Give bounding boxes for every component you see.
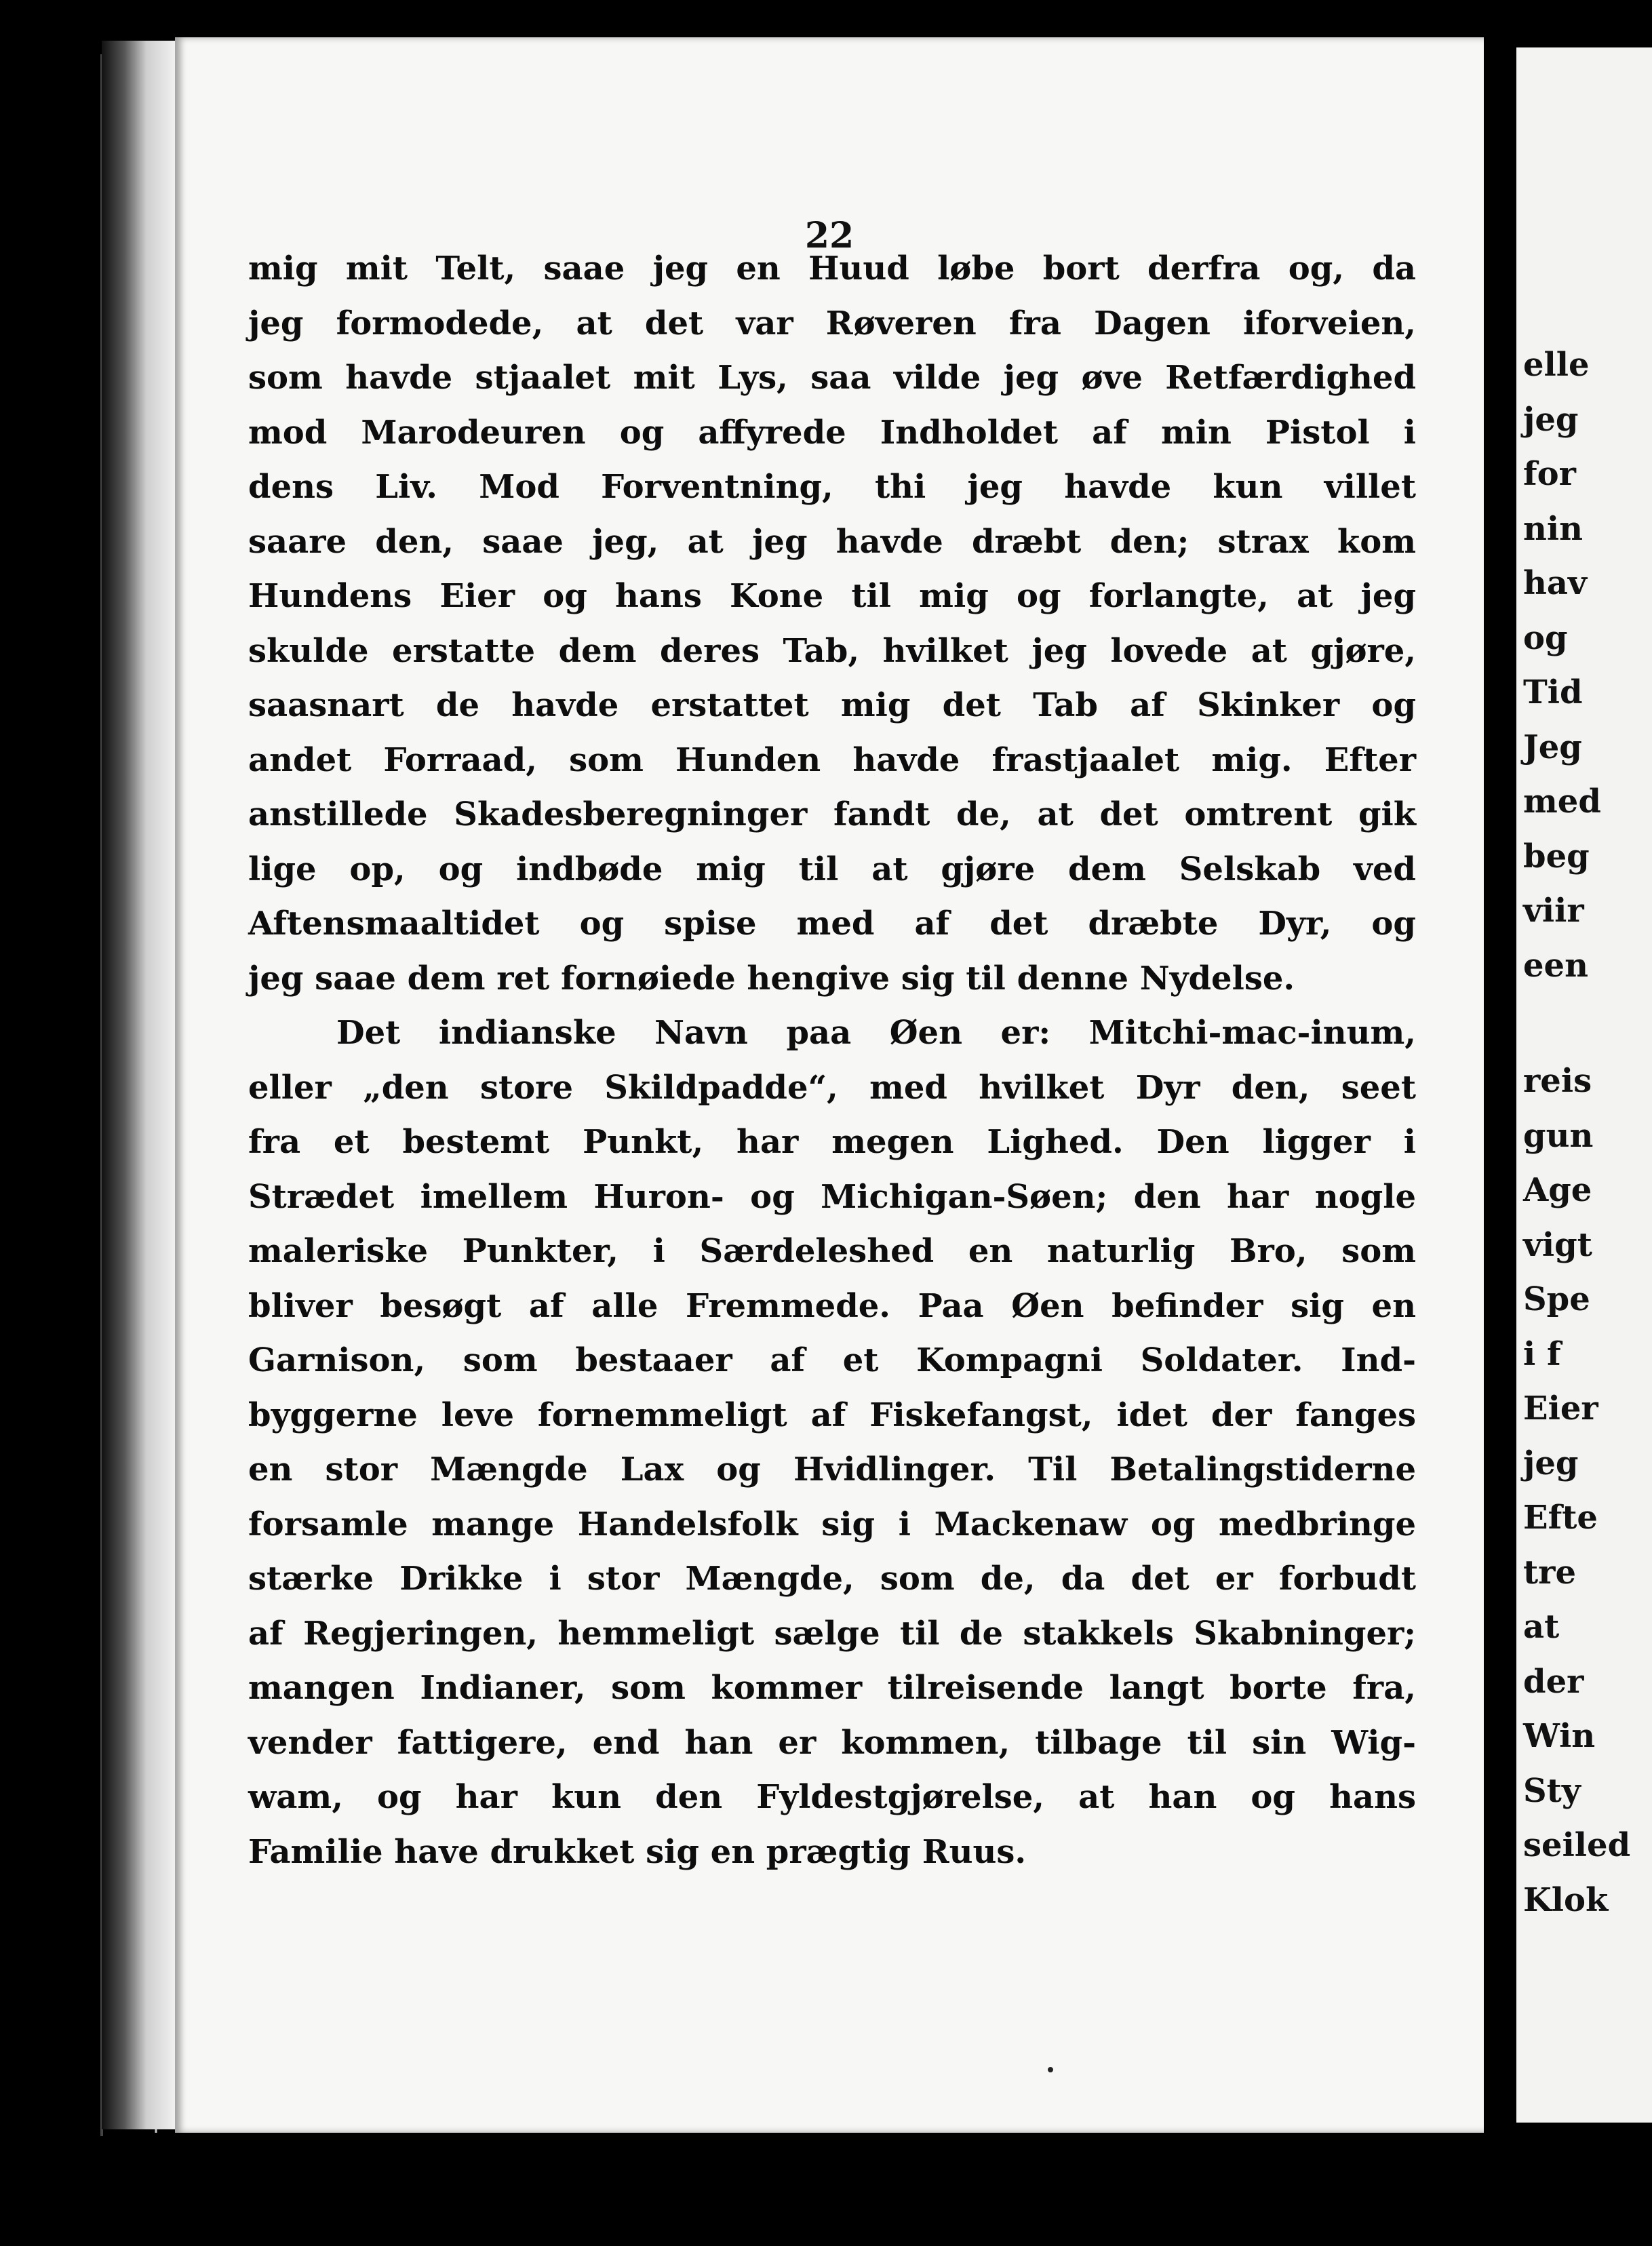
adjacent-page-fragment: Efte — [1523, 1499, 1598, 1537]
text-line: fra et bestemt Punkt, har megen Lighed. Den ligger i — [248, 1123, 1416, 1161]
adjacent-page-fragment: der — [1523, 1662, 1584, 1701]
text-line: af Regjeringen, hemmeligt sælge til de stakkels Skabninger; — [248, 1614, 1416, 1653]
adjacent-page-fragment: og — [1523, 618, 1568, 657]
text-line: wam, og har kun den Fyldestgjørelse, at han og hans — [248, 1778, 1416, 1816]
adjacent-page-fragment: beg — [1523, 837, 1590, 875]
printing-speck — [1048, 2067, 1053, 2072]
book-gutter-edge — [102, 41, 176, 2129]
adjacent-page-fragment: Spe — [1523, 1280, 1590, 1318]
text-line: andet Forraad, som Hunden havde frastjaalet mig. Efter — [248, 741, 1416, 779]
text-line: mangen Indianer, som kommer tilreisende langt borte fra, — [248, 1669, 1416, 1707]
text-line: lige op, og indbøde mig til at gjøre dem Selskab ved — [248, 850, 1416, 888]
text-line: Hundens Eier og hans Kone til mig og forlangte, at jeg — [248, 577, 1416, 615]
text-line: stærke Drikke i stor Mængde, som de, da det er forbudt — [248, 1560, 1416, 1598]
text-line: Det indianske Navn paa Øen er: Mitchi-mac-inum, — [336, 1014, 1416, 1052]
adjacent-page-fragment: nin — [1523, 509, 1584, 548]
adjacent-page-fragment: elle — [1523, 346, 1590, 384]
text-line: som havde stjaalet mit Lys, saa vilde jeg øve Retfærdighed — [248, 359, 1416, 397]
text-line: saare den, saae jeg, at jeg havde dræbt den; strax kom — [248, 522, 1416, 561]
text-line: mig mit Telt, saae jeg en Huud løbe bort derfra og, da — [248, 250, 1416, 288]
adjacent-page-fragment: seiled — [1523, 1826, 1631, 1864]
adjacent-page-fragment: een — [1523, 946, 1588, 985]
adjacent-page-fragment: Eier — [1523, 1390, 1598, 1427]
text-line: byggerne leve fornemmeligt af Fiskefangst, idet der fanges — [248, 1396, 1416, 1434]
adjacent-page-edge — [1516, 47, 1652, 2123]
text-line: dens Liv. Mod Forventning, thi jeg havde kun villet — [248, 468, 1416, 506]
text-line: Strædet imellem Huron- og Michigan-Søen; den har nogle — [248, 1177, 1416, 1216]
text-line: Aftensmaaltidet og spise med af det dræbte Dyr, og — [248, 905, 1416, 943]
text-line: jeg formodede, at det var Røveren fra Dagen iforveien, — [248, 304, 1416, 342]
adjacent-page-fragment: gun — [1523, 1116, 1594, 1155]
text-line: jeg saae dem ret fornøiede hengive sig til denne Nydelse. — [248, 959, 1295, 998]
text-line: skulde erstatte dem deres Tab, hvilket jeg lovede at gjøre, — [248, 631, 1416, 670]
adjacent-page-fragment: at — [1523, 1608, 1560, 1646]
adjacent-page-fragment: jeg — [1523, 400, 1579, 439]
adjacent-page-fragment: tre — [1523, 1553, 1576, 1592]
text-line: vender fattigere, end han er kommen, tilbage til sin Wig- — [248, 1723, 1416, 1762]
adjacent-page-fragment: i f — [1523, 1335, 1561, 1373]
text-line: eller „den store Skildpadde“, med hvilket Dyr den, seet — [248, 1068, 1416, 1107]
text-line: forsamle mange Handelsfolk sig i Mackenaw og medbringe — [248, 1505, 1416, 1543]
adjacent-page-fragment: reis — [1523, 1062, 1592, 1100]
text-line: bliver besøgt af alle Fremmede. Paa Øen befinder sig en — [248, 1286, 1416, 1325]
adjacent-page-fragment: med — [1523, 783, 1601, 821]
adjacent-page-fragment: Tid — [1523, 673, 1583, 711]
adjacent-page-fragment: viir — [1523, 892, 1584, 930]
adjacent-page-fragment: jeg — [1523, 1444, 1579, 1482]
page-number: 22 — [804, 215, 854, 256]
adjacent-page-fragment: for — [1523, 455, 1576, 493]
adjacent-page-fragment: Klok — [1523, 1880, 1609, 1919]
text-line: anstillede Skadesberegninger fandt de, at det omtrent gik — [248, 795, 1416, 833]
adjacent-page-fragment: Sty — [1523, 1771, 1581, 1810]
text-line: en stor Mængde Lax og Hvidlinger. Til Betalingstiderne — [248, 1451, 1416, 1489]
text-line: maleriske Punkter, i Særdeleshed en naturlig Bro, som — [248, 1232, 1416, 1270]
text-line: saasnart de havde erstattet mig det Tab af Skinker og — [248, 686, 1416, 724]
adjacent-page-fragment: hav — [1523, 564, 1587, 602]
adjacent-page-fragment: vigt — [1523, 1225, 1592, 1264]
adjacent-page-fragment: Win — [1523, 1717, 1596, 1755]
body-text — [248, 241, 1416, 1879]
adjacent-page-fragment: Jeg — [1523, 728, 1582, 766]
text-line: mod Marodeuren og affyrede Indholdet af min Pistol i — [248, 413, 1416, 452]
adjacent-page-fragment: Age — [1523, 1171, 1592, 1209]
text-line: Garnison, som bestaaer af et Kompagni Soldater. Ind- — [248, 1341, 1416, 1379]
text-line: Familie have drukket sig en prægtig Ruus. — [248, 1832, 1027, 1871]
